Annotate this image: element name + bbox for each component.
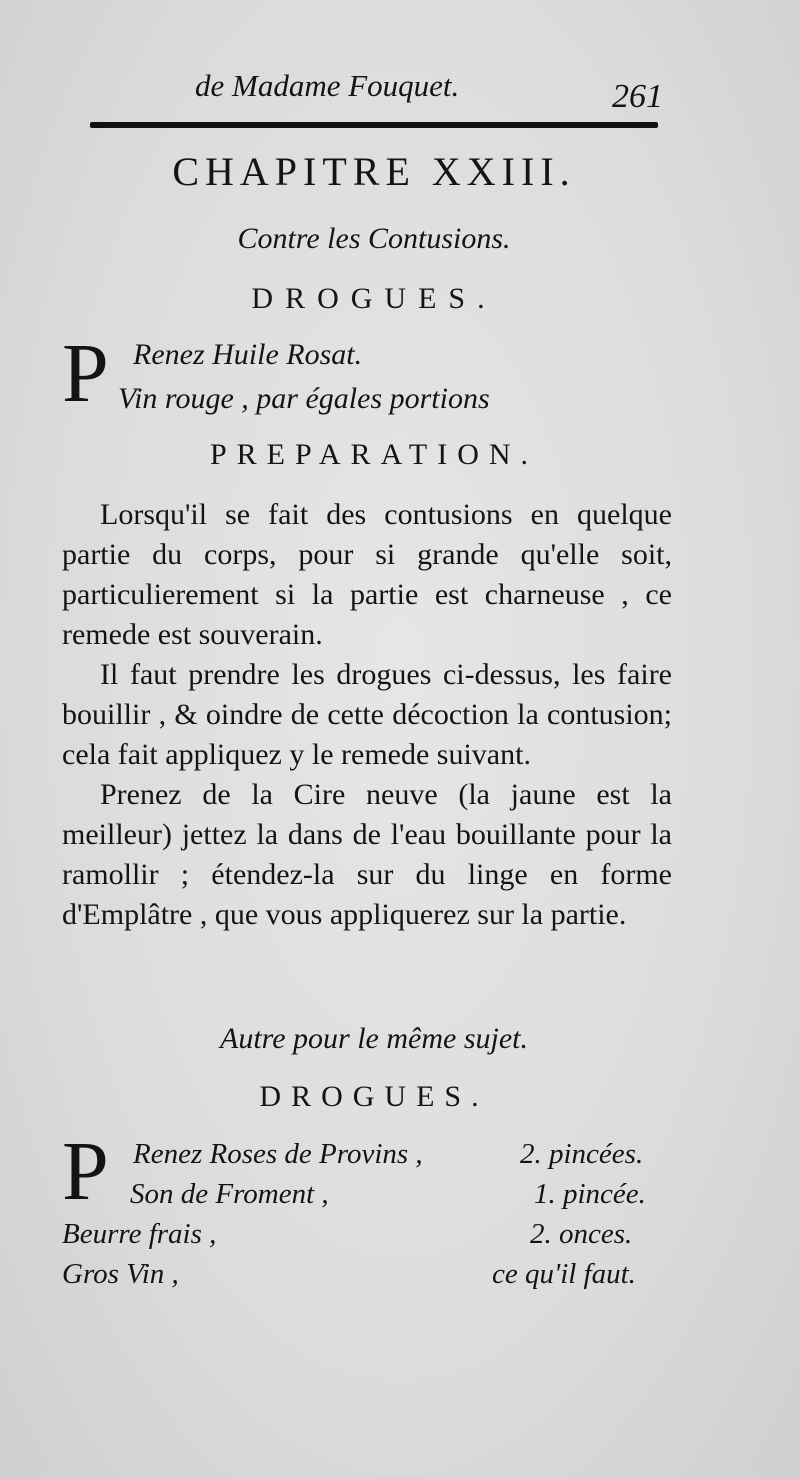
chapter-title: CHAPITRE XXIII. xyxy=(172,149,576,194)
preparation-heading: PREPARATION. xyxy=(209,438,539,471)
paragraph: Lorsqu'il se fait des contusions en quelque partie du corps, pour si grande qu'elle soit, particulierement si la partie est charneuse , ce remede est souverain. xyxy=(62,498,672,651)
recipe1-line2: Vin rouge , par égales portions xyxy=(118,382,490,415)
chapter-subtitle: Contre les Contusions. xyxy=(237,222,511,255)
recipe1-line1: Renez Huile Rosat. xyxy=(133,338,363,371)
ingredient-quantity: ce qu'il faut. xyxy=(492,1258,636,1290)
header-rule xyxy=(90,122,658,128)
paragraph: Il faut prendre les drogues ci-dessus, les faire bouillir , & oindre de cette décoction la contusion; cela fait appliquez y le remede suivant. xyxy=(62,658,672,771)
dropcap-recipe2: P xyxy=(62,1125,109,1218)
ingredient-name: Renez Roses de Provins , xyxy=(133,1138,423,1170)
page-number: 261 xyxy=(612,78,663,115)
second-subtitle: Autre pour le même sujet. xyxy=(220,1022,528,1055)
ingredient-name: Gros Vin , xyxy=(62,1258,179,1290)
drogues-heading: DROGUES. xyxy=(251,282,497,315)
ingredient-quantity: 1. pincée. xyxy=(534,1178,646,1210)
ingredient-quantity: 2. pincées. xyxy=(520,1138,644,1170)
preparation-text xyxy=(62,495,672,935)
drogues-heading-2: DROGUES. xyxy=(259,1080,489,1113)
ingredient-name: Beurre frais , xyxy=(62,1218,217,1250)
running-title: de Madame Fouquet. xyxy=(195,68,460,103)
ingredient-quantity: 2. onces. xyxy=(530,1218,633,1250)
paragraph: Prenez de la Cire neuve (la jaune est la meilleur) jettez la dans de l'eau bouillante pour la ramollir ; étendez-la sur du linge en forme d'Emplâtre , que vous appliquerez sur la partie. xyxy=(62,778,672,931)
dropcap-recipe1: P xyxy=(62,327,109,420)
ingredient-name: Son de Froment , xyxy=(130,1178,329,1210)
